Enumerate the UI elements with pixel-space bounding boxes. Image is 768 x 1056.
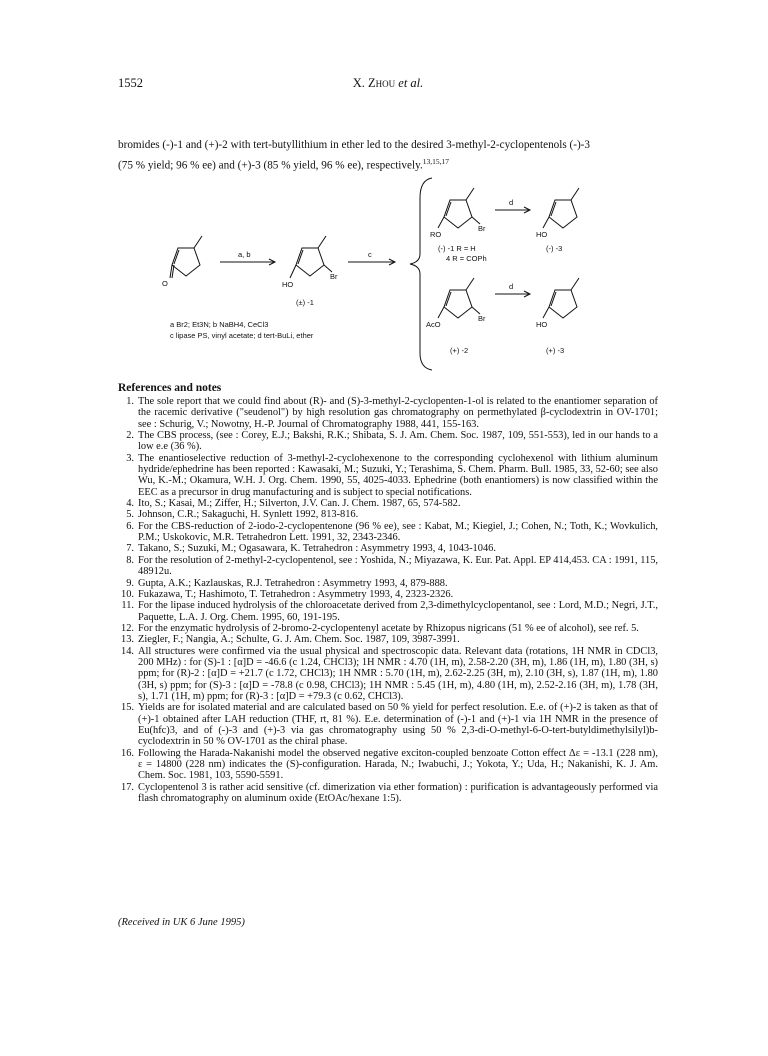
reference-item (118, 623, 658, 634)
reference-item (118, 782, 658, 805)
bottom-product-ho-label: HO (536, 320, 548, 329)
reference-text: For the resolution of 2-methyl-2-cyclopentenol, see : Yoshida, N.; Miyazawa, K. Eur. Pat. Appl. EP 414,453. CA : 1991, 115, 48912u. (138, 554, 658, 578)
reference-item (118, 453, 658, 498)
reference-number: 16. (121, 747, 134, 759)
top-substrate-br-label: Br (478, 224, 486, 233)
reference-text: Gupta, A.K.; Kazlauskas, R.J. Tetrahedron : Asymmetry 1993, 4, 879-888. (138, 577, 448, 589)
reference-number: 3. (126, 452, 134, 464)
reaction-scheme (150, 168, 620, 378)
reference-number: 11. (121, 600, 134, 612)
reference-number: 1. (126, 396, 134, 407)
arrow-d-top-label: d (509, 198, 514, 207)
top-product-structure (543, 188, 579, 228)
reference-text: Yields are for isolated material and are calculated based on 50 % yield for perfect resolution. E.e. of (+)-2 is taken as that of (+)-1 obtained after LAH reduction (THF, rt, 81 %). E.e. determination of (-)-1 and (+)-1 via 1H NMR in the presence of Eu(hfc)3, and of (-)-3 and (+)-3 via gas chromatography using 50 % 2,3-di-O-methyl-6-O-tert-butyldimethylsilyl)b-cyclodextrin in 50 % OV-1701 as the chiral phase. (138, 702, 658, 748)
reference-item (118, 509, 658, 520)
reference-number: 4. (126, 498, 134, 510)
reference-item (118, 589, 658, 600)
reference-item (118, 634, 658, 645)
reference-text: The CBS process, (see : Corey, E.J.; Bakshi, R.K.; Shibata, S. J. Am. Chem. Soc. 1987, 109, 551-553), led in our hands to a low e.e (36 %). (138, 430, 658, 453)
reference-number: 13. (121, 634, 134, 646)
reference-item (118, 702, 658, 747)
intro-ref-superscript: 13,15,17 (422, 156, 449, 166)
reference-item (118, 578, 658, 589)
bottom-product-label: (+) -3 (546, 346, 565, 355)
reference-text: Johnson, C.R.; Sakaguchi, H. Synlett 1992, 813-816. (138, 509, 359, 521)
reference-item (118, 396, 658, 430)
arrow-ab-label: a, b (238, 250, 251, 259)
reference-text: The enantioselective reduction of 3-methyl-2-cyclohexenone to the corresponding cyclohexenol with lithium aluminum hydride/ephedrine has been reported : Kawasaki, M.; Suzuki, Y.; Terashima, S. Chem. Pharm. Bull. 1985, 33, 52-60; see also Wu, K.-M.; Okamura, W.H. J. Org. Chem. 1990, 55, 4025-4033. Ephedrine (both enantiomers) is now classified within the EEC as a precursor in drug manufacturing and is subject to special notifications. (138, 452, 658, 498)
reference-text: Ito, S.; Kasai, M.; Ziffer, H.; Silverton, J.V. Can. J. Chem. 1987, 65, 574-582. (138, 498, 461, 510)
reference-text: For the enzymatic hydrolysis of 2-bromo-2-cyclopentenyl acetate by Rhizopus nigricans (51 % ee of alcohol), see ref. 5. (138, 622, 639, 634)
racemate-ho-label: HO (282, 280, 294, 289)
arrow-d-bottom-label: d (509, 282, 514, 291)
reference-number: 12. (121, 622, 134, 634)
reference-number: 10. (121, 588, 134, 600)
reference-text: Cyclopentenol 3 is rather acid sensitive (cf. dimerization via ether formation) : purification is advantageously performed via flash chromatography on aluminum oxide (EtOAc/hexane 1:5). (138, 781, 658, 805)
reference-number: 7. (126, 543, 134, 555)
received-date: (Received in UK 6 June 1995) (118, 917, 245, 928)
reference-text: For the CBS-reduction of 2-iodo-2-cyclopentenone (96 % ee), see : Kabat, M.; Kiegiel, J.; Cohen, N.; Toth, K.; Wovkulich, P.M.; Uskokovic, M.R. Tetrahedron Lett. 1991, 32, 2343-2346. (138, 520, 658, 544)
references-list (118, 396, 658, 804)
scheme-footnote-1: a Br2; Et3N; b NaBH4, CeCl3 (170, 320, 269, 329)
page-number: 1552 (118, 76, 143, 90)
top-substrate-label-1: (-) -1 R = H (438, 244, 476, 253)
reference-text: Fukazawa, T.; Hashimoto, T. Tetrahedron : Asymmetry 1993, 4, 2323-2326. (138, 588, 454, 600)
reference-item (118, 543, 658, 554)
reference-number: 5. (126, 509, 134, 521)
reference-text: Takano, S.; Suzuki, M.; Ogasawara, K. Tetrahedron : Asymmetry 1993, 4, 1043-1046. (138, 543, 496, 555)
intro-line-1: bromides (-)-1 and (+)-2 with tert-butyllithium in ether led to the desired 3-methyl-2-cyclopentenols (-)-3 (118, 139, 591, 151)
bottom-substrate-label: (+) -2 (450, 346, 469, 355)
top-substrate-ro-label: RO (430, 230, 442, 239)
reference-item (118, 555, 658, 578)
references-heading: References and notes (118, 382, 222, 394)
bottom-substrate-br-label: Br (478, 314, 486, 323)
bottom-substrate-aco-label: AcO (426, 320, 441, 329)
brace (410, 178, 432, 370)
reference-item (118, 600, 658, 623)
reference-text: All structures were confirmed via the usual physical and spectroscopic data. Relevant data (rotations, 1H NMR in CDCl3, 200 MHz) : for (S)-1 : [α]D = -46.6 (c 1.24, CHCl3); 1H NMR : 4.70 (1H, m), 2.58-2.20 (3H, m), 1.86 (1H, m), 1.80 (3H, s) ppm; for (R)-2 : [α]D = +21.7 (c 1.72, CHCl3); 1H NMR : 5.70 (1H, m), 2.62-2.25 (3H, m), 2.10 (3H, s), 1.87 (1H, m), 1.80 (3H, s) ppm; for (S)-3 : [α]D = -78.8 (c 0.98, CHCl3); 1H NMR : 5.45 (1H, m), 4.80 (1H, m), 2.52-2.16 (3H, m), 1.78 (3H, s), 1.71 (1H, m) ppm; for (R)-3 : [α]D = +79.3 (c 0.62, CHCl3). (138, 645, 658, 702)
reference-number: 14. (121, 645, 134, 657)
arrow-c-label: c (368, 250, 372, 259)
top-substrate-label-2: 4 R = COPh (446, 254, 487, 263)
reference-item (118, 521, 658, 544)
enone-o-label: O (162, 279, 168, 288)
racemate-compound-label: (±) -1 (296, 298, 314, 307)
page-header (118, 76, 658, 96)
reference-item (118, 748, 658, 782)
scheme-footnote-2: c lipase PS, vinyl acetate; d tert-BuLi, ether (170, 331, 314, 340)
reference-item (118, 430, 658, 453)
reference-text: The sole report that we could find about (R)- and (S)-3-methyl-2-cyclopenten-1-ol is related to the enantiomer separation of the racemic derivative ("seudenol") by high resolution gas chromatography on permethylated β-cyclodextrin in OV-1701; see : Schurig, V.; Nowotny, H.-P. Journal of Chromatography 1988, 441, 155-163. (138, 396, 658, 430)
enone-structure (170, 236, 202, 278)
top-substrate-structure (438, 188, 480, 228)
reference-text: Ziegler, F.; Nangia, A.; Schulte, G. J. Am. Chem. Soc. 1987, 109, 3987-3991. (138, 634, 460, 646)
racemate-br-label: Br (330, 272, 338, 281)
reference-number: 15. (121, 702, 134, 714)
intro-line-2: (75 % yield; 96 % ee) and (+)-3 (85 % yield, 96 % ee), respectively.$^{13,15,17}$ (118, 156, 449, 172)
reference-number: 9. (126, 577, 134, 589)
reference-number: 6. (126, 520, 134, 532)
running-authors: X. Zhou et al. (352, 76, 424, 90)
top-product-ho-label: HO (536, 230, 548, 239)
reference-number: 2. (126, 430, 134, 442)
bottom-product-structure (543, 278, 579, 318)
top-product-label: (-) -3 (546, 244, 563, 253)
reference-item (118, 498, 658, 509)
reference-number: 8. (126, 554, 134, 566)
reference-text: Following the Harada-Nakanishi model the observed negative exciton-coupled benzoate Cotton effect Δε = -13.1 (228 nm), ε = 14800 (228 nm) indicates the (S)-configuration. Harada, N.; Iwabuchi, J.; Yokota, Y.; Uda, H.; Nakanishi, K. J. Am. Chem. Soc. 1981, 103, 5590-5591. (138, 747, 658, 782)
racemic-bromide-structure (290, 236, 332, 278)
reference-text: For the lipase induced hydrolysis of the chloroacetate derived from 2,3-dimethylcyclopentanol, see : Lord, M.D.; Negri, J.T., Paquette, L.A. J. Org. Chem. 1995, 60, 191-195. (138, 600, 658, 623)
reference-number: 17. (121, 781, 134, 793)
reference-item (118, 646, 658, 703)
bottom-substrate-structure (438, 278, 480, 318)
